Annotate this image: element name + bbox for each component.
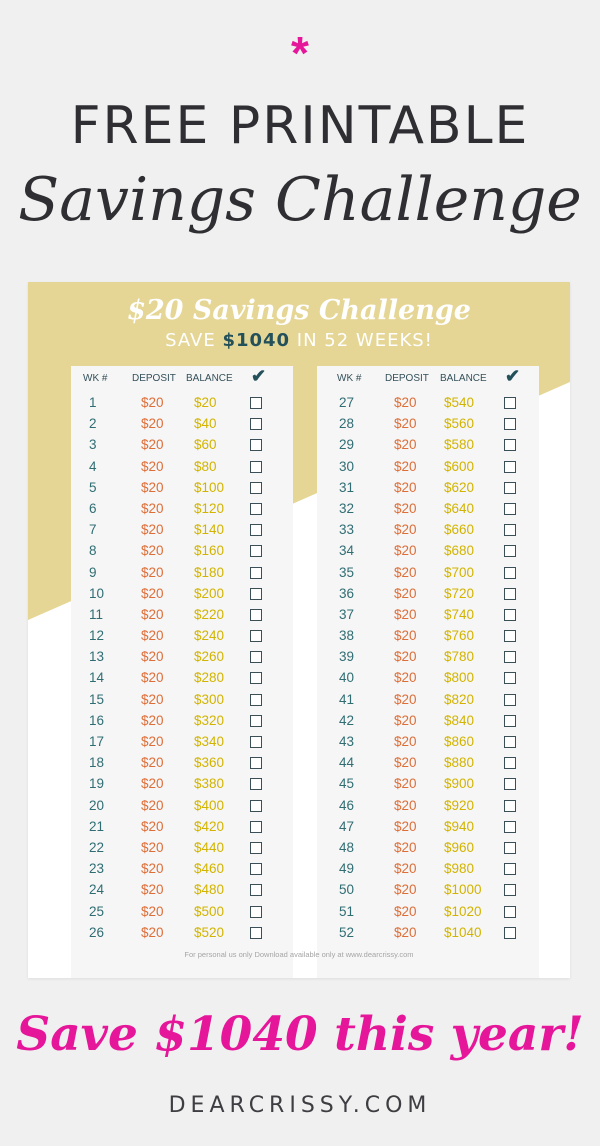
deposit-amount: $20 (394, 734, 417, 749)
balance-amount: $640 (444, 500, 475, 516)
deposit-amount: $20 (394, 437, 417, 453)
subtitle-amount: $1040 (222, 330, 291, 351)
balance-amount: $860 (444, 734, 475, 749)
week-checkbox[interactable] (250, 482, 262, 494)
deposit-amount: $20 (141, 734, 164, 749)
week-checkbox[interactable] (504, 524, 516, 536)
balance-amount: $220 (194, 606, 225, 622)
week-number: 15 (89, 691, 105, 707)
week-number: 12 (89, 628, 105, 644)
week-row (71, 646, 293, 667)
tagline: Save $1040 this year! (16, 1007, 584, 1062)
header-week: WK # (337, 373, 362, 384)
week-checkbox[interactable] (504, 397, 516, 409)
week-checkbox[interactable] (250, 567, 262, 579)
week-checkbox[interactable] (504, 588, 516, 600)
deposit-amount: $20 (394, 776, 417, 792)
week-checkbox[interactable] (250, 609, 262, 621)
week-checkbox[interactable] (504, 694, 516, 706)
week-row (317, 710, 539, 731)
deposit-amount: $20 (141, 839, 164, 855)
balance-amount: $460 (194, 861, 225, 877)
week-number: 23 (89, 861, 105, 877)
balance-amount: $960 (444, 839, 475, 855)
week-number: 6 (89, 500, 97, 516)
week-checkbox[interactable] (504, 800, 516, 812)
week-checkbox[interactable] (504, 545, 516, 557)
deposit-amount: $20 (394, 797, 417, 813)
deposit-amount: $20 (394, 543, 417, 559)
deposit-amount: $20 (394, 839, 417, 855)
subtitle-pre: SAVE (165, 330, 223, 351)
week-checkbox[interactable] (504, 651, 516, 663)
week-row (71, 837, 293, 858)
week-number: 35 (339, 564, 355, 580)
balance-amount: $440 (194, 839, 225, 855)
week-number: 45 (339, 776, 355, 792)
week-number: 18 (89, 755, 105, 771)
week-number: 29 (339, 437, 355, 453)
week-checkbox[interactable] (504, 439, 516, 451)
balance-amount: $620 (444, 479, 475, 495)
balance-amount: $40 (194, 416, 217, 432)
balance-amount: $560 (444, 416, 475, 432)
week-row (71, 752, 293, 773)
week-checkbox[interactable] (250, 906, 262, 918)
week-number: 10 (89, 585, 105, 601)
week-number: 41 (339, 691, 355, 707)
week-number: 14 (89, 670, 105, 686)
deposit-amount: $20 (141, 564, 164, 580)
deposit-amount: $20 (141, 861, 164, 877)
week-number: 48 (339, 839, 355, 855)
week-number: 2 (89, 416, 97, 432)
week-number: 31 (339, 479, 355, 495)
week-checkbox[interactable] (250, 524, 262, 536)
week-checkbox[interactable] (250, 778, 262, 790)
week-checkbox[interactable] (504, 418, 516, 430)
week-row (71, 795, 293, 816)
week-checkbox[interactable] (250, 736, 262, 748)
week-checkbox[interactable] (250, 927, 262, 939)
week-row (71, 434, 293, 455)
deposit-amount: $20 (394, 564, 417, 580)
asterisk-ornament: * (291, 27, 309, 79)
balance-amount: $160 (194, 543, 225, 559)
week-number: 4 (89, 458, 97, 474)
balance-amount: $360 (194, 755, 225, 771)
deposit-amount: $20 (394, 522, 417, 538)
deposit-amount: $20 (394, 500, 417, 516)
balance-amount: $200 (194, 585, 225, 601)
week-row (71, 562, 293, 583)
week-checkbox[interactable] (504, 821, 516, 833)
deposit-amount: $20 (141, 797, 164, 813)
week-number: 44 (339, 755, 355, 771)
deposit-amount: $20 (394, 861, 417, 877)
week-checkbox[interactable] (504, 482, 516, 494)
balance-amount: $80 (194, 458, 217, 474)
balance-amount: $260 (194, 649, 225, 665)
week-row (317, 752, 539, 773)
week-row (317, 837, 539, 858)
week-checkbox[interactable] (250, 715, 262, 727)
week-checkbox[interactable] (250, 545, 262, 557)
week-row (317, 795, 539, 816)
deposit-amount: $20 (394, 670, 417, 686)
balance-amount: $900 (444, 776, 475, 792)
deposit-amount: $20 (141, 670, 164, 686)
card-title: $20 Savings Challenge (127, 295, 471, 326)
deposit-amount: $20 (141, 522, 164, 538)
balance-amount: $520 (194, 924, 225, 940)
deposit-amount: $20 (394, 712, 417, 728)
week-row (71, 625, 293, 646)
week-checkbox[interactable] (504, 609, 516, 621)
balance-amount: $140 (194, 522, 225, 538)
week-row (317, 392, 539, 413)
deposit-amount: $20 (394, 649, 417, 665)
week-row (317, 583, 539, 604)
balance-amount: $780 (444, 649, 475, 665)
balance-amount: $980 (444, 861, 475, 877)
week-number: 13 (89, 649, 105, 665)
week-number: 7 (89, 522, 97, 538)
week-checkbox[interactable] (504, 906, 516, 918)
week-checkbox[interactable] (250, 800, 262, 812)
deposit-amount: $20 (394, 882, 417, 898)
brand-url: DEARCRISSY.COM (168, 1093, 432, 1118)
header-week: WK # (83, 373, 108, 384)
week-row (71, 858, 293, 879)
week-number: 19 (89, 776, 105, 792)
balance-amount: $320 (194, 712, 225, 728)
week-number: 5 (89, 479, 97, 495)
week-number: 49 (339, 861, 355, 877)
balance-amount: $920 (444, 797, 475, 813)
deposit-amount: $20 (141, 458, 164, 474)
deposit-amount: $20 (141, 691, 164, 707)
week-row (71, 413, 293, 434)
header-deposit: DEPOSIT (132, 373, 176, 384)
week-row (71, 519, 293, 540)
weeks-column-left (71, 366, 293, 978)
week-row (317, 456, 539, 477)
week-row (71, 667, 293, 688)
week-number: 51 (339, 903, 355, 919)
deposit-amount: $20 (141, 437, 164, 453)
week-number: 25 (89, 903, 105, 919)
deposit-amount: $20 (141, 755, 164, 771)
week-row (317, 901, 539, 922)
week-row (317, 879, 539, 900)
week-checkbox[interactable] (250, 694, 262, 706)
deposit-amount: $20 (394, 585, 417, 601)
week-checkbox[interactable] (250, 863, 262, 875)
balance-amount: $300 (194, 691, 225, 707)
week-number: 20 (89, 797, 105, 813)
week-row (71, 604, 293, 625)
weeks-column-right (317, 366, 539, 978)
week-checkbox[interactable] (250, 630, 262, 642)
week-row (317, 689, 539, 710)
week-row (317, 858, 539, 879)
week-checkbox[interactable] (504, 461, 516, 473)
week-number: 9 (89, 564, 97, 580)
week-row (71, 477, 293, 498)
balance-amount: $880 (444, 755, 475, 771)
week-row (71, 392, 293, 413)
footer-note: For personal us only Download available only at www.dearcrissy.com (184, 950, 414, 959)
deposit-amount: $20 (394, 628, 417, 644)
week-row (71, 816, 293, 837)
headline-savings-challenge: Savings Challenge (18, 165, 582, 235)
deposit-amount: $20 (394, 458, 417, 474)
week-row (317, 667, 539, 688)
deposit-amount: $20 (141, 818, 164, 834)
week-number: 30 (339, 458, 355, 474)
week-number: 28 (339, 416, 355, 432)
deposit-amount: $20 (141, 500, 164, 516)
balance-amount: $1000 (444, 882, 482, 898)
week-row (317, 519, 539, 540)
week-row (317, 625, 539, 646)
week-row (71, 879, 293, 900)
week-row (71, 922, 293, 943)
week-row (317, 922, 539, 943)
balance-amount: $180 (194, 564, 225, 580)
week-checkbox[interactable] (504, 630, 516, 642)
deposit-amount: $20 (141, 585, 164, 601)
balance-amount: $600 (444, 458, 475, 474)
column-header (317, 366, 539, 392)
balance-amount: $740 (444, 606, 475, 622)
balance-amount: $420 (194, 818, 225, 834)
balance-amount: $800 (444, 670, 475, 686)
header-balance: BALANCE (440, 373, 487, 384)
balance-amount: $660 (444, 522, 475, 538)
week-checkbox[interactable] (504, 715, 516, 727)
week-checkbox[interactable] (504, 736, 516, 748)
week-row (317, 816, 539, 837)
balance-amount: $380 (194, 776, 225, 792)
week-checkbox[interactable] (250, 397, 262, 409)
week-number: 16 (89, 712, 105, 728)
week-checkbox[interactable] (504, 503, 516, 515)
week-checkbox[interactable] (250, 439, 262, 451)
balance-amount: $120 (194, 500, 225, 516)
week-row (317, 434, 539, 455)
week-checkbox[interactable] (250, 842, 262, 854)
balance-amount: $340 (194, 734, 225, 749)
balance-amount: $400 (194, 797, 225, 813)
week-row (317, 413, 539, 434)
balance-amount: $480 (194, 882, 225, 898)
deposit-amount: $20 (141, 712, 164, 728)
week-checkbox[interactable] (250, 503, 262, 515)
deposit-amount: $20 (141, 416, 164, 432)
balance-amount: $580 (444, 437, 475, 453)
deposit-amount: $20 (141, 479, 164, 495)
week-number: 37 (339, 606, 355, 622)
week-row (317, 731, 539, 752)
week-row (71, 901, 293, 922)
balance-amount: $680 (444, 543, 475, 559)
week-number: 39 (339, 649, 355, 665)
deposit-amount: $20 (141, 882, 164, 898)
week-checkbox[interactable] (250, 588, 262, 600)
week-number: 43 (339, 734, 355, 749)
week-row (71, 583, 293, 604)
check-header-icon: ✔ (505, 366, 521, 386)
week-row (71, 731, 293, 752)
week-checkbox[interactable] (504, 884, 516, 896)
week-number: 50 (339, 882, 355, 898)
week-number: 40 (339, 670, 355, 686)
week-row (317, 604, 539, 625)
deposit-amount: $20 (394, 606, 417, 622)
deposit-amount: $20 (394, 818, 417, 834)
balance-amount: $720 (444, 585, 475, 601)
deposit-amount: $20 (394, 924, 417, 940)
balance-amount: $1020 (444, 903, 482, 919)
week-checkbox[interactable] (504, 863, 516, 875)
column-header (71, 366, 293, 392)
balance-amount: $240 (194, 628, 225, 644)
week-number: 27 (339, 395, 355, 410)
deposit-amount: $20 (141, 649, 164, 665)
week-number: 36 (339, 585, 355, 601)
balance-amount: $20 (194, 395, 217, 410)
week-row (71, 456, 293, 477)
balance-amount: $1040 (444, 924, 482, 940)
balance-amount: $840 (444, 712, 475, 728)
header-balance: BALANCE (186, 373, 233, 384)
printable-card (28, 282, 570, 978)
balance-amount: $760 (444, 628, 475, 644)
week-number: 32 (339, 500, 355, 516)
week-number: 52 (339, 924, 355, 940)
balance-amount: $280 (194, 670, 225, 686)
week-number: 8 (89, 543, 97, 559)
deposit-amount: $20 (141, 395, 164, 410)
week-number: 47 (339, 818, 355, 834)
week-row (317, 773, 539, 794)
week-row (71, 498, 293, 519)
week-number: 17 (89, 734, 105, 749)
week-checkbox[interactable] (250, 672, 262, 684)
week-checkbox[interactable] (504, 842, 516, 854)
week-checkbox[interactable] (250, 461, 262, 473)
week-checkbox[interactable] (250, 884, 262, 896)
week-checkbox[interactable] (250, 821, 262, 833)
balance-amount: $940 (444, 818, 475, 834)
deposit-amount: $20 (141, 903, 164, 919)
balance-amount: $700 (444, 564, 475, 580)
deposit-amount: $20 (394, 691, 417, 707)
week-number: 21 (89, 818, 105, 834)
week-row (71, 689, 293, 710)
balance-amount: $820 (444, 691, 475, 707)
deposit-amount: $20 (141, 543, 164, 559)
check-header-icon: ✔ (251, 366, 267, 386)
week-number: 24 (89, 882, 105, 898)
card-subtitle (28, 328, 570, 354)
week-checkbox[interactable] (250, 757, 262, 769)
week-checkbox[interactable] (504, 672, 516, 684)
deposit-amount: $20 (141, 924, 164, 940)
week-row (71, 773, 293, 794)
deposit-amount: $20 (394, 755, 417, 771)
balance-amount: $60 (194, 437, 217, 453)
deposit-amount: $20 (141, 776, 164, 792)
week-number: 38 (339, 628, 355, 644)
week-row (317, 646, 539, 667)
week-checkbox[interactable] (504, 567, 516, 579)
week-row (317, 498, 539, 519)
week-row (317, 540, 539, 561)
balance-amount: $100 (194, 479, 225, 495)
deposit-amount: $20 (141, 606, 164, 622)
deposit-amount: $20 (394, 416, 417, 432)
week-number: 11 (89, 606, 104, 622)
headline-free-printable: FREE PRINTABLE (70, 96, 530, 156)
week-number: 22 (89, 839, 105, 855)
deposit-amount: $20 (394, 903, 417, 919)
balance-amount: $540 (444, 395, 475, 410)
week-number: 26 (89, 924, 105, 940)
week-checkbox[interactable] (504, 927, 516, 939)
deposit-amount: $20 (141, 628, 164, 644)
week-number: 1 (89, 395, 97, 410)
week-row (317, 477, 539, 498)
week-checkbox[interactable] (250, 651, 262, 663)
subtitle-post: IN 52 WEEKS! (290, 330, 433, 351)
week-row (317, 562, 539, 583)
week-number: 34 (339, 543, 355, 559)
week-row (71, 710, 293, 731)
week-number: 3 (89, 437, 97, 453)
week-row (71, 540, 293, 561)
header-deposit: DEPOSIT (385, 373, 429, 384)
week-number: 42 (339, 712, 355, 728)
deposit-amount: $20 (394, 479, 417, 495)
week-checkbox[interactable] (504, 778, 516, 790)
deposit-amount: $20 (394, 395, 417, 410)
week-number: 46 (339, 797, 355, 813)
week-number: 33 (339, 522, 355, 538)
balance-amount: $500 (194, 903, 225, 919)
week-checkbox[interactable] (250, 418, 262, 430)
week-checkbox[interactable] (504, 757, 516, 769)
